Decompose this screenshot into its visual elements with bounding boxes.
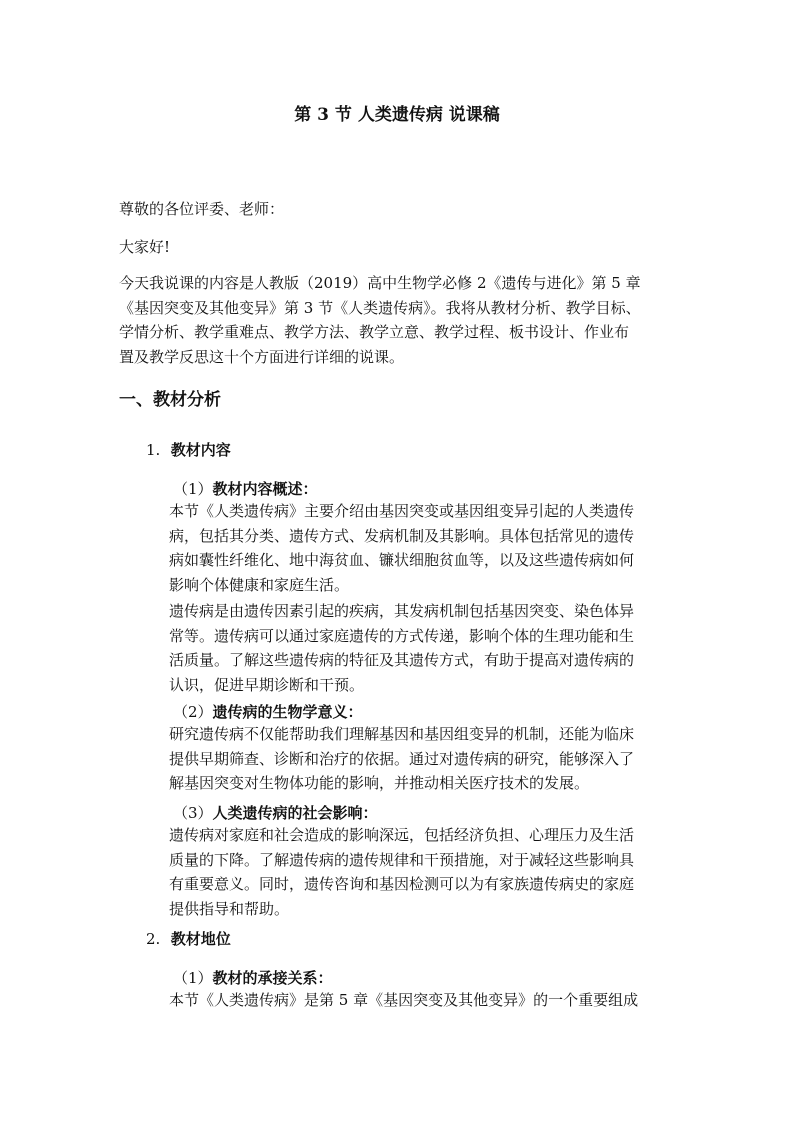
text-line: 活质量。了解这些遗传病的特征及其遗传方式，有助于提高对遗传病的 (169, 651, 635, 669)
item-label: 遗传病的生物学意义： (212, 703, 363, 721)
text-line: 质量的下降。了解遗传病的遗传规律和干预措施，对于减轻这些影响具 (169, 850, 635, 869)
text-line: 常等。遗传病可以通过家庭遗传的方式传递，影响个体的生理功能和生 (169, 626, 635, 645)
item-number: （3） (173, 804, 213, 822)
text-line: 有重要意义。同时，遗传咨询和基因检测可以为有家族遗传病史的家庭 (169, 875, 635, 893)
item-heading-3 (173, 802, 378, 824)
subsection-number: 1. (146, 441, 161, 459)
text-line: 病如囊性纤维化、地中海贫血、镰状细胞贫血等，以及这些遗传病如何 (169, 551, 635, 569)
text-line: 本节《人类遗传病》是第 5 章《基因突变及其他变异》的一个重要组成 (169, 991, 639, 1009)
text-line: 提供早期筛查、诊断和治疗的依据。通过对遗传病的研究，能够深入了 (169, 749, 635, 768)
item-heading-4 (173, 967, 333, 989)
intro-line: 置及教学反思这十个方面进行详细的说课。 (119, 347, 405, 366)
subsection-label: 教材地位 (170, 930, 231, 948)
intro-line: 《基因突变及其他变异》第 3 节《人类遗传病》。我将从教材分析、教学目标、 (119, 298, 641, 317)
text-line: 影响个体健康和家庭生活。 (169, 575, 350, 594)
item-label: 教材的承接关系： (212, 969, 333, 987)
genetic-disease-paragraph (169, 599, 669, 697)
item1-paragraph (169, 499, 669, 597)
hello: 大家好! (119, 238, 171, 256)
subsection-number: 2. (146, 930, 161, 948)
item-number: （2） (173, 703, 213, 721)
text-line: 提供指导和帮助。 (169, 899, 290, 918)
greeting: 尊敬的各位评委、老师： (119, 200, 285, 218)
subsection-label: 教材内容 (170, 441, 231, 459)
text-line: 遗传病对家庭和社会造成的影响深远，包括经济负担、心理压力及生活 (169, 826, 635, 844)
text-line: 解基因突变对生物体功能的影响，并推动相关医疗技术的发展。 (169, 774, 590, 792)
subsection-heading-1 (146, 439, 231, 461)
text-line: 遗传病是由遗传因素引起的疾病，其发病机制包括基因突变、染色体异 (169, 602, 635, 620)
document-title: 第 3 节 人类遗传病 说课稿 (294, 105, 500, 125)
text-line: 本节《人类遗传病》主要介绍由基因突变或基因组变异引起的人类遗传 (169, 502, 635, 520)
subsection-heading-2 (146, 928, 231, 950)
item-number: （1） (173, 969, 213, 987)
text-line: 病，包括其分类、遗传方式、发病机制及其影响。具体包括常见的遗传 (169, 526, 635, 545)
item-label: 人类遗传病的社会影响： (212, 804, 378, 822)
item-heading-2 (173, 701, 363, 723)
intro-line: 学情分析、教学重难点、教学方法、教学立意、教学过程、板书设计、作业布 (119, 323, 630, 341)
text-line: 研究遗传病不仅能帮助我们理解基因和基因组变异的机制，还能为临床 (169, 725, 635, 743)
item4-paragraph (169, 988, 669, 1013)
text-line: 认识，促进早期诊断和干预。 (169, 675, 365, 694)
intro-paragraph (119, 271, 679, 369)
item2-paragraph (169, 722, 669, 796)
item-number: （1） (173, 480, 213, 498)
item-heading-1 (173, 478, 318, 500)
section-heading-1: 一、教材分析 (119, 390, 221, 410)
item-label: 教材内容概述： (212, 480, 318, 498)
intro-line: 今天我说课的内容是人教版（2019）高中生物学必修 2《遗传与进化》第 5 章 (119, 274, 641, 292)
item3-paragraph (169, 823, 669, 921)
